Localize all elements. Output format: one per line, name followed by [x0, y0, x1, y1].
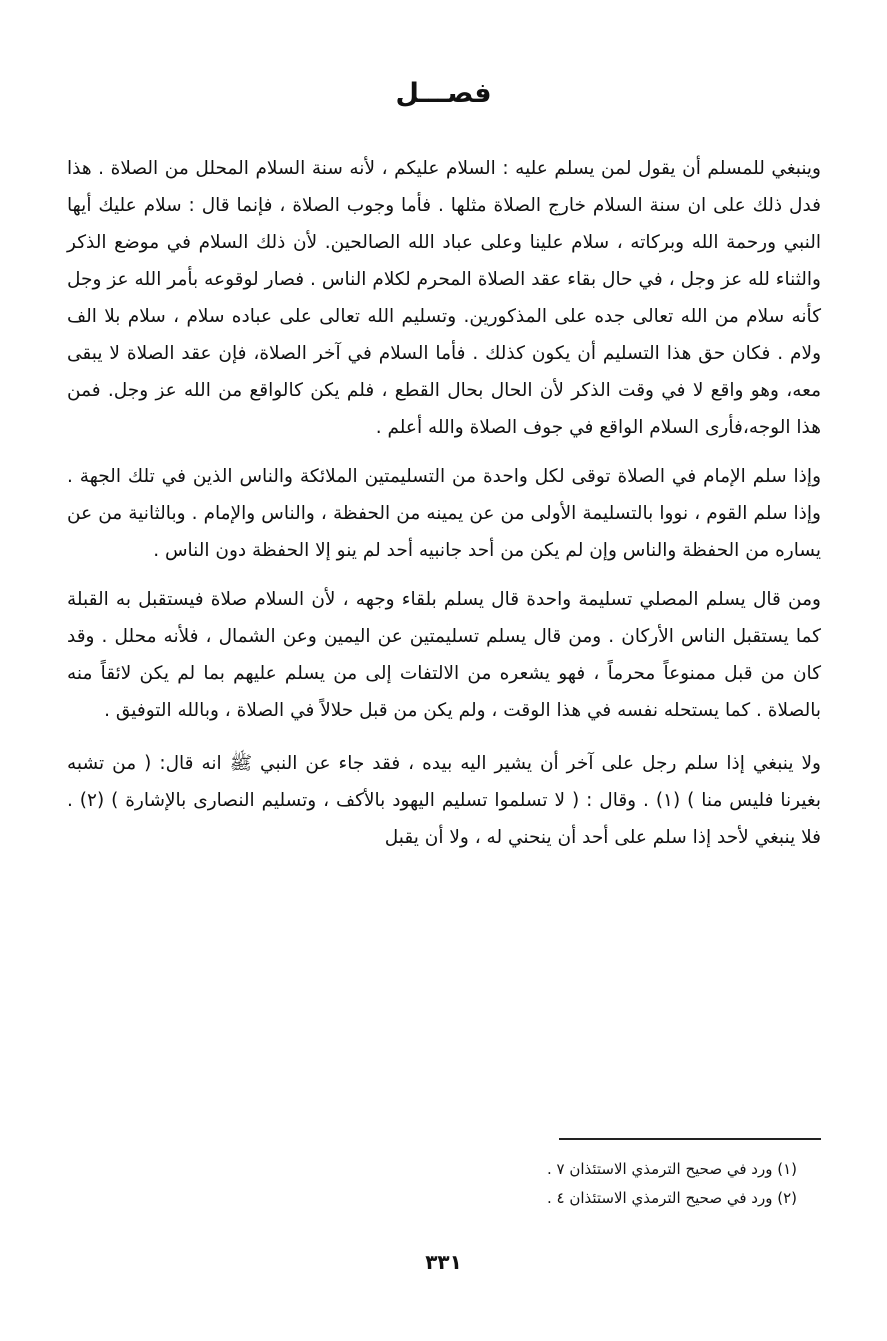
footnote-divider [559, 1138, 821, 1140]
footnote-1: (١) ورد في صحيح الترمذي الاستئذان ٧ . [546, 1160, 797, 1178]
main-text [67, 150, 821, 856]
paragraph-4: ولا ينبغي إذا سلم رجل على آخر أن يشير اليه بيده ، فقد جاء عن النبي ﷺ انه قال: ( من تشبه بغيرنا فليس منا ) (١) . وقال : ( لا تسلموا تسليم اليهود بالأكف ، وتسليم النصارى بالإشارة ) (٢) . فلا ينبغي لأحد إذا سلم على أحد أن ينحني له ، ولا أن يقبل [67, 753, 821, 848]
paragraph-3: ومن قال يسلم المصلي تسليمة واحدة قال يسلم بلقاء وجهه ، لأن السلام صلاة فيستقبل به القبلة كما يستقبل الناس الأركان . ومن قال يسلم تسليمتين عن اليمين وعن الشمال ، فلأنه محلل . وقد كان من قبل ممنوعاً محرماً ، فهو يشعره من الالتفات إلى من يسلم عليهم بما لم يكن لائقاً منه بالصلاة . كما يستحله نفسه في هذا الوقت ، ولم يكن من قبل حلالاً في الصلاة ، وبالله التوفيق . [67, 589, 821, 721]
paragraph-1: وينبغي للمسلم أن يقول لمن يسلم عليه : السلام عليكم ، لأنه سنة السلام المحلل من الصلاة . هذا فدل ذلك على ان سنة السلام خارج الصلاة مثلها . فأما وجوب الصلاة ، فإنما قال : سلام عليك أيها النبي ورحمة الله وبركاته ، سلام علينا وعلى عباد الله الصالحين. لأن ذلك السلام في موضع الذكر والثناء لله عز وجل ، في حال بقاء عقد الصلاة المحرم لكلام الناس . فصار لوقوعه بأمر الله عز وجل كأنه سلام من الله تعالى جده على المذكورين. وتسليم الله تعالى على عباده سلام ، سلام بلا الف ولام . فكان حق هذا التسليم أن يكون كذلك . فأما السلام في آخر الصلاة، فإن عقد الصلاة لا يبقى معه، وهو واقع لا في وقت الذكر لأن الحال بحال القطع ، فلم يكن كالواقع من الله عز وجل. فمن هذا الوجه،فأرى السلام الواقع في جوف الصلاة والله أعلم . [67, 158, 821, 438]
footnotes [197, 1155, 797, 1213]
page-number: ٣٣١ [425, 1250, 462, 1274]
section-heading: فصـــل [395, 78, 492, 109]
paragraph-2: وإذا سلم الإمام في الصلاة توقى لكل واحدة من التسليمتين الملائكة والناس الذين في تلك الجهة . وإذا سلم القوم ، نووا بالتسليمة الأولى من عن يمينه من الحفظة ، والناس والإمام . وبالثانية من عن يساره من الحفظة والناس وإن لم يكن من أحد جانبيه أحد لم ينو إلا الحفظة دون الناس . [67, 466, 821, 561]
footnote-2: (٢) ورد في صحيح الترمذي الاستئذان ٤ . [546, 1189, 797, 1207]
